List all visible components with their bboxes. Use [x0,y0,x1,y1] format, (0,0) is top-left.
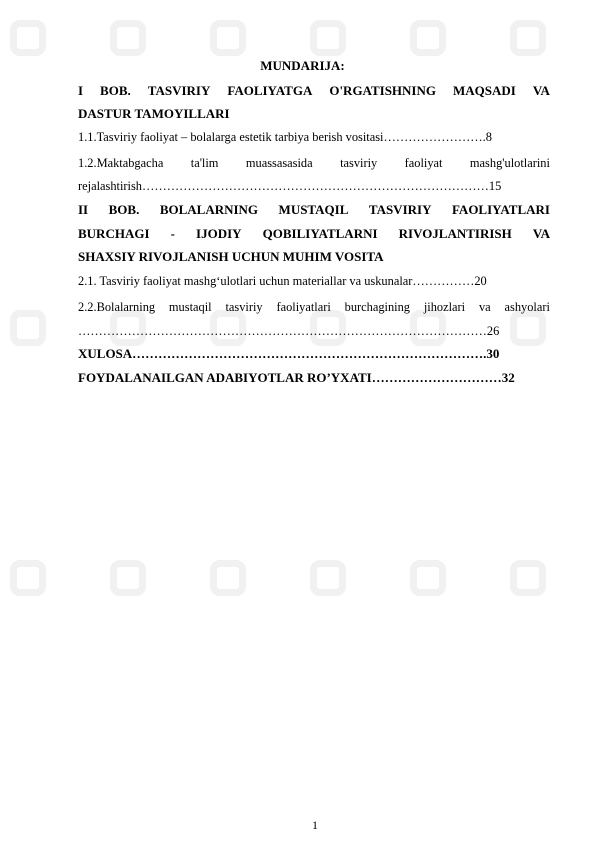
heading-word: VA [532,83,550,98]
entry-word: 1.2.Maktabgacha [78,156,164,170]
heading-word: BURCHAGI [78,226,150,241]
heading-word: TASVIRIY [147,83,211,98]
entry-word: muassasasida [245,156,313,170]
heading-word: IJODIY [196,226,242,241]
heading-word: BOB. [100,83,131,98]
toc-entry-1-2-cont: rejalashtirish…………………………………………………………………………15 [78,179,502,193]
toc-conclusion: XULOSA……………………………………………………………………….30 [78,346,500,361]
heading-word: - [170,226,175,241]
entry-word: va [478,300,491,314]
chapter-2-heading-line2 [78,226,550,242]
heading-word: FAOLIYATGA [227,83,313,98]
heading-word: TASVIRIY [368,202,432,217]
heading-word: BOB. [108,202,140,217]
entry-word: tasviriy [225,300,263,314]
heading-word: O'RGATISHNING [329,83,436,98]
entry-word: faoliyat [404,156,443,170]
heading-word: II [78,202,89,217]
toc-references: FOYDALANAILGAN ADABIYOTLAR RO’YXATI…………………………32 [78,370,515,385]
toc-entry-1-1: 1.1.Tasviriy faoliyat – bolalarga estetik tarbiya berish vositasi…………………….8 [78,130,492,144]
heading-word: FAOLIYATLARI [451,202,550,217]
entry-word: ta'lim [190,156,219,170]
heading-word: QOBILIYATLARNI [262,226,378,241]
chapter-1-heading-cont: DASTUR TAMOYILLARI [78,106,230,121]
chapter-2-heading [78,202,550,218]
heading-word: VA [532,226,550,241]
heading-word: BOLALARNING [159,202,259,217]
entry-word: faoliyatlari [276,300,331,314]
toc-entry-2-2 [78,299,550,315]
heading-word: MUSTAQIL [278,202,349,217]
heading-word: RIVOJLANTIRISH [398,226,512,241]
page-title: MUNDARIJA: [260,58,345,73]
chapter-2-heading-line3: SHAXSIY RIVOJLANISH UCHUN MUHIM VOSITA [78,249,384,264]
toc-entry-1-2 [78,155,550,171]
entry-word: mashg'ulotlarini [469,156,550,170]
toc-entry-2-2-cont: ………………………………………………………………………………………26 [78,324,500,338]
chapter-1-heading [78,83,550,99]
page-number: 1 [312,818,318,832]
entry-word: burchagining [344,300,411,314]
entry-word: ashyolari [504,300,550,314]
entry-word: mustaqil [168,300,212,314]
toc-entry-2-1: 2.1. Tasviriy faoliyat mashg‘ulotlari uchun materiallar va uskunalar……………20 [78,274,487,288]
heading-word: MAQSADI [452,83,516,98]
entry-word: 2.2.Bolalarning [78,300,156,314]
entry-word: tasviriy [340,156,378,170]
entry-word: jihozlari [423,300,466,314]
heading-word: I [78,83,84,98]
